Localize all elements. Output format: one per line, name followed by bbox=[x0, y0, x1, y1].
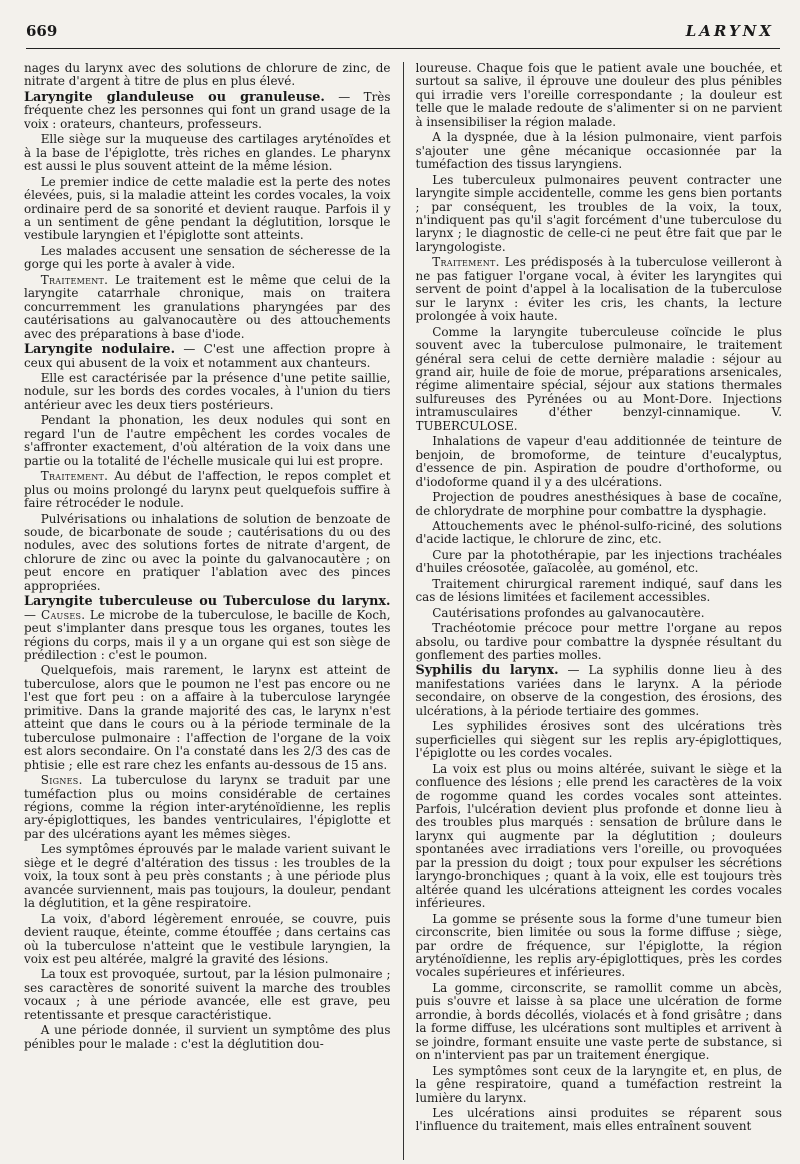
paragraph-text: Cure par la photothérapie, par les injections trachéales d'huiles créosotée, gaïacolée, au goménol, etc. bbox=[415, 547, 782, 576]
paragraph-text: — La syphilis donne lieu à des manifestations variées dans le larynx. A la période secondaire, on observe de la congestion, des érosions, des ulcérations, à la période tertiaire des gommes. bbox=[415, 663, 782, 718]
paragraph bbox=[24, 62, 391, 89]
paragraph-text: Elle est caractérisée par la présence d'une petite saillie, nodule, sur les bords des cordes vocales, à l'union du tiers antérieur avec les deux tiers postérieurs. bbox=[24, 370, 391, 412]
paragraph bbox=[24, 372, 391, 412]
paragraph-text: La voix, d'abord légèrement enrouée, se couvre, puis devient rauque, éteinte, comme étouffée ; dans certains cas où la tuberculose n'atteint que le vestibule laryngien, la voix est peu altérée, malgré la gravité des lésions. bbox=[24, 911, 391, 966]
paragraph bbox=[416, 607, 783, 620]
paragraph-text: Les symptômes éprouvés par le malade varient suivant le siège et le degré d'altération des tissus : les troubles de la voix, la toux sont à peu près constants ; à une période plus avancée surviennent, mais pas toujours, la douleur, pendant la déglutition, et la gêne respiratoire. bbox=[24, 842, 391, 911]
paragraph bbox=[24, 913, 391, 967]
paragraph-text: Elle siège sur la muqueuse des cartilages aryténoïdes et à la base de l'épiglotte, très riches en glandes. Le pharynx est aussi le plus souvent atteint de la même lésion. bbox=[24, 132, 391, 174]
paragraph-text: loureuse. Chaque fois que le patient avale une bouchée, et surtout sa salive, il éprouve une douleur des plus pénibles qui irradie vers l'oreille correspondante ; la douleur est telle que le malade redoute de s'alimenter si on ne parvient à insensibiliser la région malade. bbox=[415, 62, 782, 129]
paragraph bbox=[416, 174, 783, 255]
paragraph bbox=[24, 843, 391, 910]
paragraph bbox=[24, 274, 391, 341]
paragraph-text: Le premier indice de cette maladie est la perte des notes élevées, puis, si la maladie atteint les cordes vocales, la voix ordinaire perd de sa sonorité et devient rauque. Parfois il y a un sentiment de gêne pendant la déglutition, lorsque le vestibule laryngien et l'épiglotte sont atteints. bbox=[24, 174, 391, 243]
paragraph-text: Les malades accusent une sensation de sécheresse de la gorge qui les porte à avaler à vide. bbox=[24, 243, 391, 272]
paragraph-text: La toux est provoquée, surtout, par la lésion pulmonaire ; ses caractères de sonorité suivent la marche des troubles vocaux ; à une période avancée, elle est grave, peu retentissante et presque caractéristique. bbox=[24, 967, 391, 1022]
entry-heading: Laryngite tuberculeuse ou Tuberculose du larynx. bbox=[24, 594, 391, 610]
paragraph-text: nages du larynx avec des solutions de chlorure de zinc, de nitrate d'argent à titre de plus en plus élevé. bbox=[24, 62, 391, 89]
paragraph bbox=[416, 578, 783, 605]
paragraph bbox=[24, 664, 391, 772]
paragraph-text: Les symptômes sont ceux de la laryngite et, en plus, de la gêne respiratoire, quand a tuméfaction restreint la lumière du larynx. bbox=[415, 1063, 782, 1105]
paragraph-text: A la dyspnée, due à la lésion pulmonaire, vient parfois s'ajouter une gêne mécanique occasionnée par la tuméfaction des tissus laryngiens. bbox=[415, 130, 782, 172]
paragraph bbox=[416, 982, 783, 1063]
paragraph bbox=[416, 549, 783, 576]
paragraph-text: Le traitement est le même que celui de la laryngite catarrhale chronique, mais on traitera concurremment les granulations pharyngées par des cautérisations au galvanocautère ou des attouchements avec des préparations à base d'iode. bbox=[24, 272, 391, 341]
running-head: LARYNX bbox=[685, 22, 774, 40]
paragraph-text: Attouchements avec le phénol-sulfo-riciné, des solutions d'acide lactique, le chlorure de zinc, etc. bbox=[415, 518, 782, 547]
paragraph-text: Au début de l'affection, le repos complet et plus ou moins prolongé du larynx peut quelquefois suffire à faire rétrocéder le nodule. bbox=[24, 469, 391, 511]
paragraph-text: Comme la laryngite tuberculeuse coïncide le plus souvent avec la tuberculose pulmonaire, le traitement général sera celui de cette dernière maladie : séjour au grand air, huile de foie de morue, préparations arsenicales, régime alimentaire spécial, séjour aux stations thermales sulfureuses des Pyrénées ou au Mont-Dore. Injections intramusculaires d'éther benzyl-cinnamique. V. TUBERCULOSE. bbox=[415, 324, 782, 433]
paragraph bbox=[416, 720, 783, 760]
paragraph-text: Les ulcérations ainsi produites se réparent sous l'influence du traitement, mais elles entraînent souvent bbox=[415, 1105, 782, 1134]
section-label: Signes. bbox=[40, 773, 83, 788]
section-label: Traitement. bbox=[40, 272, 109, 287]
paragraph bbox=[416, 491, 783, 518]
paragraph bbox=[24, 414, 391, 468]
paragraph bbox=[24, 595, 391, 662]
paragraph bbox=[24, 133, 391, 173]
paragraph bbox=[416, 520, 783, 547]
paragraph-text: Traitement chirurgical rarement indiqué, sauf dans les cas de lésions limitées et facilement accessibles. bbox=[415, 576, 782, 605]
paragraph bbox=[416, 435, 783, 489]
paragraph bbox=[24, 774, 391, 841]
entry-heading: Syphilis du larynx. bbox=[415, 663, 559, 679]
entry-heading: Laryngite glanduleuse ou granuleuse. bbox=[24, 89, 325, 105]
paragraph bbox=[416, 256, 783, 323]
paragraph bbox=[416, 1065, 783, 1105]
paragraph-text: Trachéotomie précoce pour mettre l'organe au repos absolu, ou tardive pour combattre la dyspnée résultant du gonflement des parties molles. bbox=[415, 621, 782, 663]
entry-heading: Laryngite nodulaire. bbox=[24, 342, 176, 358]
paragraph bbox=[24, 1024, 391, 1051]
paragraph bbox=[24, 968, 391, 1022]
paragraph-text: Quelquefois, mais rarement, le larynx est atteint de tuberculose, alors que le poumon ne l'est pas encore ou ne l'est que fort peu : on a affaire à la tuberculose laryngée primitive. Dans la grande majorité des cas, le larynx n'est atteint que dans le cours ou à la période terminale de la tuberculose pulmonaire : l'affection de l'organe de la voix est alors secondaire. On l'a constaté dans les 2/3 des cas de phtisie ; elle est rare chez les enfants au-dessous de 15 ans. bbox=[24, 663, 391, 772]
paragraph-text: Cautérisations profondes au galvanocautère. bbox=[432, 605, 705, 620]
paragraph-text: — Très fréquente chez les personnes qui font un grand usage de la voix : orateurs, chanteurs, professeurs. bbox=[24, 89, 391, 131]
paragraph bbox=[24, 245, 391, 272]
paragraph bbox=[24, 470, 391, 510]
section-label: Traitement. bbox=[40, 469, 109, 484]
page-header bbox=[26, 18, 780, 49]
paragraph bbox=[24, 176, 391, 243]
paragraph-text: Le microbe de la tuberculose, le bacille de Koch, peut s'implanter dans presque tous les organes, toutes les régions du corps, mais il y a un organe qui est son siège de prédilection : c'est le poumon. bbox=[24, 607, 391, 663]
paragraph bbox=[416, 913, 783, 980]
paragraph-text: Les prédisposés à la tuberculose veilleront à ne pas fatiguer l'organe vocal, à éviter les laryngites qui servent de point d'appel à la localisation de la tuberculose sur le larynx : éviter les cris, les chants, la lecture prolongée à voix haute. bbox=[415, 255, 782, 324]
paragraph-text: Projection de poudres anesthésiques à base de cocaïne, de chlorydrate de morphine pour combattre la dysphagie. bbox=[415, 490, 782, 518]
paragraph-text: Inhalations de vapeur d'eau additionnée de teinture de benjoin, de bromoforme, de teinture d'eucalyptus, d'essence de pin. Aspiration de poudre d'orthoforme, ou d'iodoforme quand il y a des ulcérations. bbox=[415, 434, 782, 489]
paragraph bbox=[24, 343, 391, 370]
paragraph-text: La tuberculose du larynx se traduit par une tuméfaction plus ou moins considérable de certaines régions, comme la région inter-aryténoïdienne, les replis ary-épiglottiques, les bandes ventriculaires, l'épiglotte et par des ulcérations ayant les mêmes sièges. bbox=[24, 773, 391, 841]
paragraph bbox=[416, 664, 783, 718]
section-label: — Causes. bbox=[24, 607, 86, 622]
paragraph-text: Pendant la phonation, les deux nodules qui sont en regard l'un de l'autre empêchent les cordes vocales de s'affronter exactement, d'où altération de la voix dans une partie ou la totalité de l'échelle musicale qui lui est propre. bbox=[24, 413, 391, 468]
paragraph bbox=[416, 131, 783, 171]
right-column bbox=[416, 62, 783, 1160]
text-columns bbox=[24, 62, 782, 1160]
paragraph-text: Pulvérisations ou inhalations de solution de benzoate de soude, de bicarbonate de soude ; cautérisations du ou des nodules, avec des solutions fortes de nitrate d'argent, de chlorure de zinc ou avec la pointe du galvanocautère ; on peut encore en pratiquer l'ablation avec des pinces appropriées. bbox=[24, 511, 391, 593]
paragraph-text: La voix est plus ou moins altérée, suivant le siège et la confluence des lésions ; elle prend les caractères de la voix de rogomme quand les cordes vocales sont atteintes. Parfois, l'ulcération devient plus profonde et donne lieu à des troubles plus marqués : sensation de brûlure dans le larynx qui augmente par la déglutition ; douleurs spontanées avec irradiations vers l'oreille, ou provoquées par la pression du doigt ; toux pour expulser les sécrétions laryngo-bronchiques ; quant à la voix, elle est toujours très altérée quand les ulcérations atteignent les cordes vocales inférieures. bbox=[415, 761, 782, 911]
paragraph-text: La gomme, circonscrite, se ramollit comme un abcès, puis s'ouvre et laisse à sa place une ulcération de forme arrondie, à bords décollés, violacés et à fond grisâtre ; dans la forme diffuse, les ulcérations sont multiples et arrivent à se joindre, formant ensuite une vaste perte de substance, si on n'intervient pas par un traitement énergique. bbox=[415, 980, 782, 1063]
paragraph bbox=[416, 1107, 783, 1134]
paragraph bbox=[416, 62, 783, 129]
paragraph-text: — C'est une affection propre à ceux qui abusent de la voix et notamment aux chanteurs. bbox=[24, 342, 391, 370]
paragraph bbox=[416, 763, 783, 911]
paragraph-text: Les tuberculeux pulmonaires peuvent contracter une laryngite simple accidentelle, comme les gens bien portants ; par conséquent, les troubles de la voix, la toux, n'indiquent pas qu'il s'agit forcément d'une tuberculose du larynx ; le diagnostic de celle-ci ne peut être fait que par le laryngologiste. bbox=[415, 172, 782, 254]
paragraph bbox=[416, 326, 783, 434]
paragraph bbox=[24, 513, 391, 594]
paragraph-text: Les syphilides érosives sont des ulcérations très superficielles qui siègent sur les replis ary-épiglottiques, l'épiglotte ou les cordes vocales. bbox=[415, 719, 782, 761]
paragraph-text: A une période donnée, il survient un symptôme des plus pénibles pour le malade : c'est la déglutition dou- bbox=[24, 1023, 391, 1051]
left-column bbox=[24, 62, 391, 1160]
paragraph-text: La gomme se présente sous la forme d'une tumeur bien circonscrite, bien limitée ou sous la forme diffuse ; siège, par ordre de fréquence, sur l'épiglotte, la région aryténoïdienne, les replis ary-épiglottiques, près les cordes vocales supérieures et inférieures. bbox=[415, 911, 782, 980]
page-number: 669 bbox=[26, 22, 58, 40]
column-divider bbox=[403, 62, 404, 1160]
section-label: Traitement. bbox=[432, 255, 500, 270]
paragraph bbox=[24, 91, 391, 131]
paragraph bbox=[416, 622, 783, 662]
